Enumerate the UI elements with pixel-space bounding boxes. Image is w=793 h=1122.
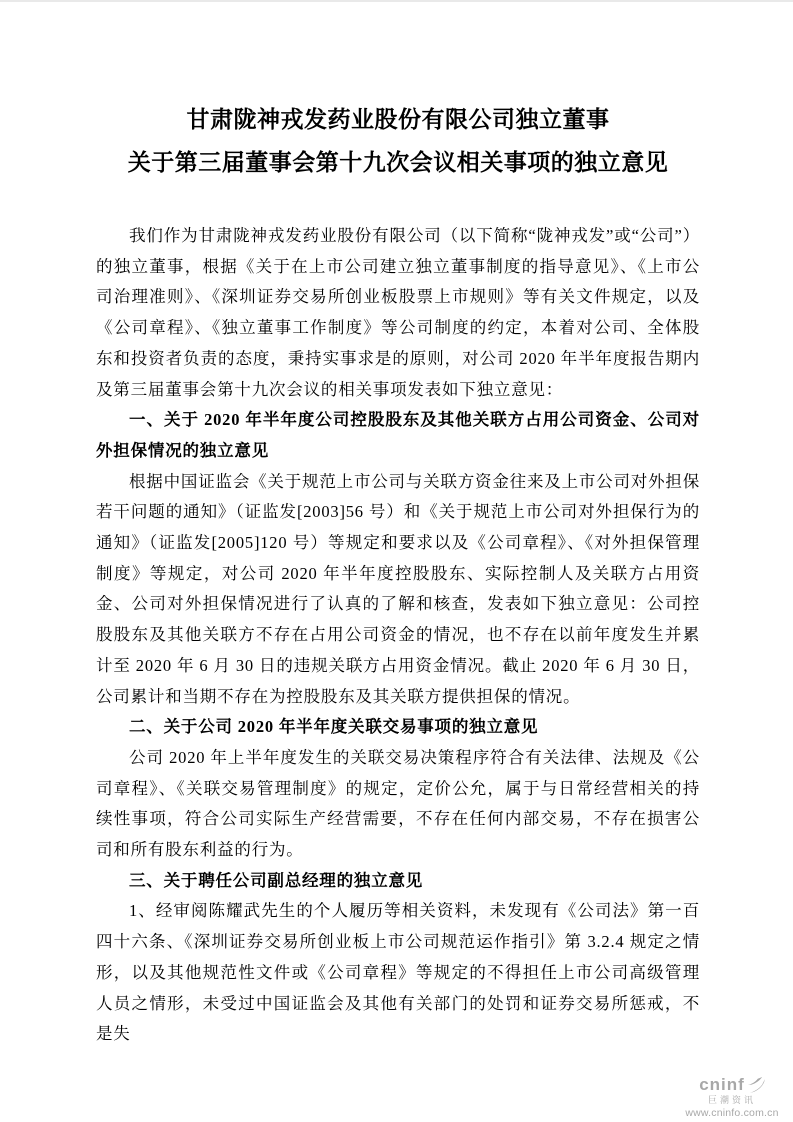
document-title-line1: 甘肃陇神戎发药业股份有限公司独立董事 (186, 107, 610, 132)
paragraph-section-3: 1、经审阅陈耀武先生的个人履历等相关资料，未发现有《公司法》第一百四十六条、《深圳证券交易所创业板上市公司规范运作指引》第 3.2.4 规定之情形，以及其他规范性文件或《公司章程》等规定的不得担任上市公司高级管理人员之情形，未受过中国证监会及其他有关部门的处罚和证券交易所惩戒，不是失 (96, 901, 700, 1044)
cninfo-watermark (677, 1076, 787, 1119)
paragraph-section-1: 根据中国证监会《关于规范上市公司与关联方资金往来及上市公司对外担保若干问题的通知》（证监发[2003]56 号）和《关于规范上市公司对外担保行为的通知》（证监发[2005]120 号）等规定和要求以及《公司章程》、《对外担保管理制度》等规定，对公司 2020 年半年度控股股东、实际控制人及关联方占用资金、公司对外担保情况进行了认真的了解和核查，发表如下独立意见：公司控股股东及其他关联方不存在占用公司资金的情况，也不存在以前年度发生并累计至 2020 年 6 月 30 日的违规关联方占用资金情况。截止 2020 年 6 月 30 日，公司累计和当期不存在为控股股东及其关联方提供担保的情况。 (96, 471, 700, 706)
cninfo-logo-row (699, 1076, 765, 1095)
document-title-line2: 关于第三届董事会第十九次会议相关事项的独立意见 (127, 150, 669, 175)
section-heading-3: 三、关于聘任公司副总经理的独立意见 (129, 870, 424, 890)
section-heading-1: 一、关于 2020 年半年度公司控股股东及其他关联方占用公司资金、公司对外担保情况的独立意见 (96, 410, 700, 460)
cninfo-logo-text: cninf (699, 1075, 745, 1094)
paragraph-section-2: 公司 2020 年上半年度发生的关联交易决策程序符合有关法律、法规及《公司章程》、《关联交易管理制度》的规定，定价公允，属于与日常经营相关的持续性事项，符合公司实际生产经营需要，不存在任何内部交易，不存在损害公司和所有股东利益的行为。 (96, 747, 700, 860)
cninfo-website-url: www.cninfo.com.cn (685, 1106, 779, 1119)
document-content (96, 2, 700, 1050)
cninfo-brand-chinese: 巨潮资讯 (707, 1094, 756, 1105)
cninfo-swirl-icon (747, 1077, 765, 1093)
section-heading-2: 二、关于公司 2020 年半年度关联交易事项的独立意见 (129, 717, 539, 737)
paragraph-intro: 我们作为甘肃陇神戎发药业股份有限公司（以下简称“陇神戎发”或“公司”）的独立董事，根据《关于在上市公司建立独立董事制度的指导意见》、《上市公司治理准则》、《深圳证券交易所创业板股票上市规则》等有关文件规定，以及《公司章程》、《独立董事工作制度》等公司制度的约定，本着对公司、全体股东和投资者负责的态度，秉持实事求是的原则，对公司 2020 年半年度报告期内及第三届董事会第十九次会议的相关事项发表如下独立意见： (96, 226, 700, 399)
